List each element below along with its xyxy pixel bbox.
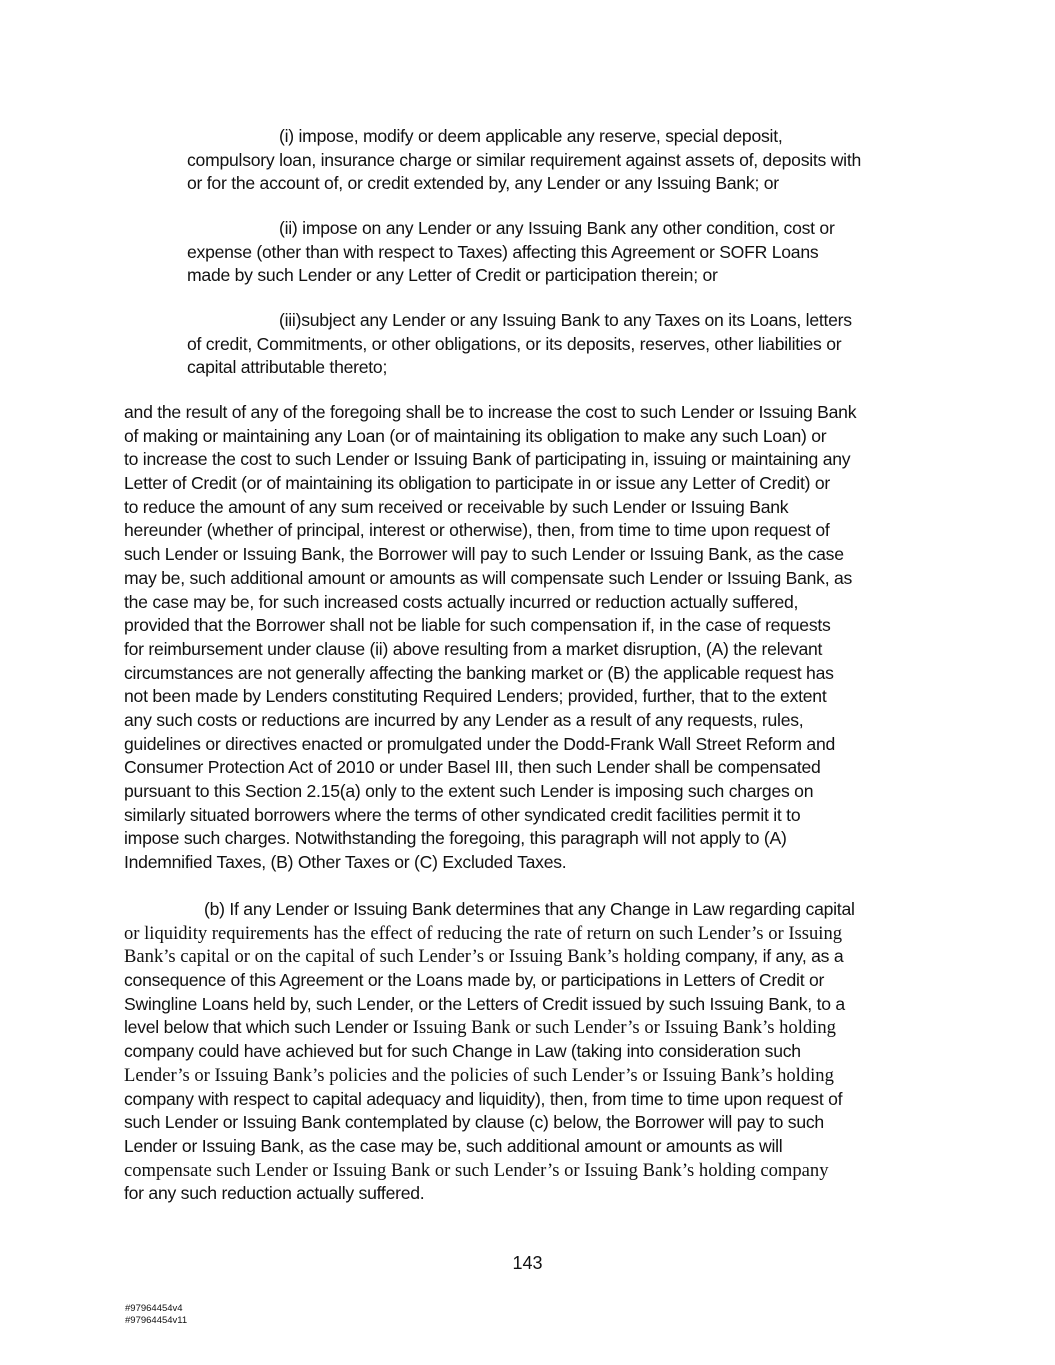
paragraph-b-line: for any such reduction actually suffered. (124, 1183, 425, 1204)
paragraph-b-line: company with respect to capital adequacy and liquidity), then, from time to time upon request of (124, 1088, 843, 1109)
paragraph-b-text: company, if any, as a (680, 946, 844, 967)
main-paragraph-line: Indemnified Taxes, (B) Other Taxes or (C) Excluded Taxes. (124, 852, 567, 873)
clause-iii-line: of credit, Commitments, or other obligations, or its deposits, reserves, other liabilities or (187, 333, 842, 354)
clause-iii-line: capital attributable thereto; (187, 357, 388, 378)
paragraph-b (124, 898, 855, 1206)
paragraph-b-text: Bank’s capital or on the capital of such Lender’s or Issuing Bank’s holding (124, 946, 681, 968)
main-paragraph (124, 401, 856, 875)
clause-i-line: or for the account of, or credit extended by, any Lender or any Issuing Bank; or (187, 173, 779, 194)
clause-ii-line: made by such Lender or any Letter of Credit or participation therein; or (187, 265, 718, 286)
clause-ii-line: expense (other than with respect to Taxes) affecting this Agreement or SOFR Loans (187, 241, 819, 262)
clause-iii (187, 309, 852, 380)
main-paragraph-line: of making or maintaining any Loan (or of maintaining its obligation to make any such Loan) or (124, 425, 827, 446)
clause-ii (187, 217, 835, 288)
paragraph-b-line (124, 945, 855, 969)
clause-iii-line: (iii)subject any Lender or any Issuing Bank to any Taxes on its Loans, letters (279, 310, 852, 330)
main-paragraph-line: circumstances are not generally affecting the banking market or (B) the applicable request has (124, 662, 834, 683)
main-paragraph-line: provided that the Borrower shall not be liable for such compensation if, in the case of requests (124, 615, 831, 636)
clause-i (187, 125, 861, 196)
clause-i-line: (i) impose, modify or deem applicable any reserve, special deposit, (279, 126, 783, 146)
main-paragraph-line: to reduce the amount of any sum received or receivable by such Lender or Issuing Bank (124, 496, 789, 517)
main-paragraph-line: such Lender or Issuing Bank, the Borrower will pay to such Lender or Issuing Bank, as the case (124, 544, 844, 565)
main-paragraph-line: impose such charges. Notwithstanding the foregoing, this paragraph will not apply to (A) (124, 828, 787, 849)
paragraph-b-text: level below that which such Lender or (124, 1017, 413, 1038)
main-paragraph-line: pursuant to this Section 2.15(a) only to the extent such Lender is imposing such charges on (124, 781, 814, 801)
document-ids (125, 1303, 187, 1326)
paragraph-b-line: Swingline Loans held by, such Lender, or the Letters of Credit issued by such Issuing Bank, to a (124, 993, 845, 1014)
main-paragraph-line: Consumer Protection Act of 2010 or under Basel III, then such Lender shall be compensated (124, 757, 821, 778)
paragraph-b-line: such Lender or Issuing Bank contemplated by clause (c) below, the Borrower will pay to such (124, 1112, 824, 1133)
paragraph-b-line (124, 1016, 855, 1040)
paragraph-b-line: (b) If any Lender or Issuing Bank determines that any Change in Law regarding capital (204, 899, 855, 919)
document-id: #97964454v11 (125, 1314, 188, 1326)
main-paragraph-line: for reimbursement under clause (ii) above resulting from a market disruption, (A) the relevant (124, 638, 823, 659)
paragraph-b-line: Lender’s or Issuing Bank’s policies and the policies of such Lender’s or Issuing Bank’s holding (124, 1064, 834, 1086)
paragraph-b-line: consequence of this Agreement or the Loans made by, or participations in Letters of Credit or (124, 970, 825, 991)
main-paragraph-line: and the result of any of the foregoing shall be to increase the cost to such Lender or Issuing Bank (124, 402, 857, 422)
paragraph-b-line: Lender or Issuing Bank, as the case may be, such additional amount or amounts as will (124, 1135, 783, 1156)
main-paragraph-line: may be, such additional amount or amounts as will compensate such Lender or Issuing Bank, as (124, 567, 853, 588)
paragraph-b-text: Issuing Bank or such Lender’s or Issuing Bank’s holding (412, 1017, 836, 1039)
paragraph-b-line: or liquidity requirements has the effect of reducing the rate of return on such Lender’s or Issuing (124, 922, 843, 944)
main-paragraph-line: to increase the cost to such Lender or Issuing Bank of participating in, issuing or maintaining any (124, 449, 851, 470)
main-paragraph-line: hereunder (whether of principal, interest or otherwise), then, from time to time upon request of (124, 520, 830, 541)
main-paragraph-line: any such costs or reductions are incurred by any Lender as a result of any requests, rules, (124, 709, 804, 730)
main-paragraph-line: guidelines or directives enacted or promulgated under the Dodd-Frank Wall Street Reform and (124, 733, 836, 754)
page-number: 143 (512, 1253, 543, 1273)
main-paragraph-line: similarly situated borrowers where the terms of other syndicated credit facilities permit it to (124, 804, 801, 825)
paragraph-b-line: compensate such Lender or Issuing Bank or such Lender’s or Issuing Bank’s holding company (124, 1159, 829, 1181)
main-paragraph-line: not been made by Lenders constituting Required Lenders; provided, further, that to the extent (124, 686, 827, 707)
clause-i-line: compulsory loan, insurance charge or similar requirement against assets of, deposits with (187, 149, 862, 170)
main-paragraph-line: Letter of Credit (or of maintaining its obligation to participate in or issue any Letter of Credit) or (124, 473, 830, 494)
document-id: #97964454v4 (125, 1303, 183, 1314)
main-paragraph-line: the case may be, for such increased costs actually incurred or reduction actually suffered, (124, 591, 799, 612)
paragraph-b-line: company could have achieved but for such Change in Law (taking into consideration such (124, 1041, 801, 1062)
clause-ii-line: (ii) impose on any Lender or any Issuing Bank any other condition, cost or (279, 218, 835, 238)
